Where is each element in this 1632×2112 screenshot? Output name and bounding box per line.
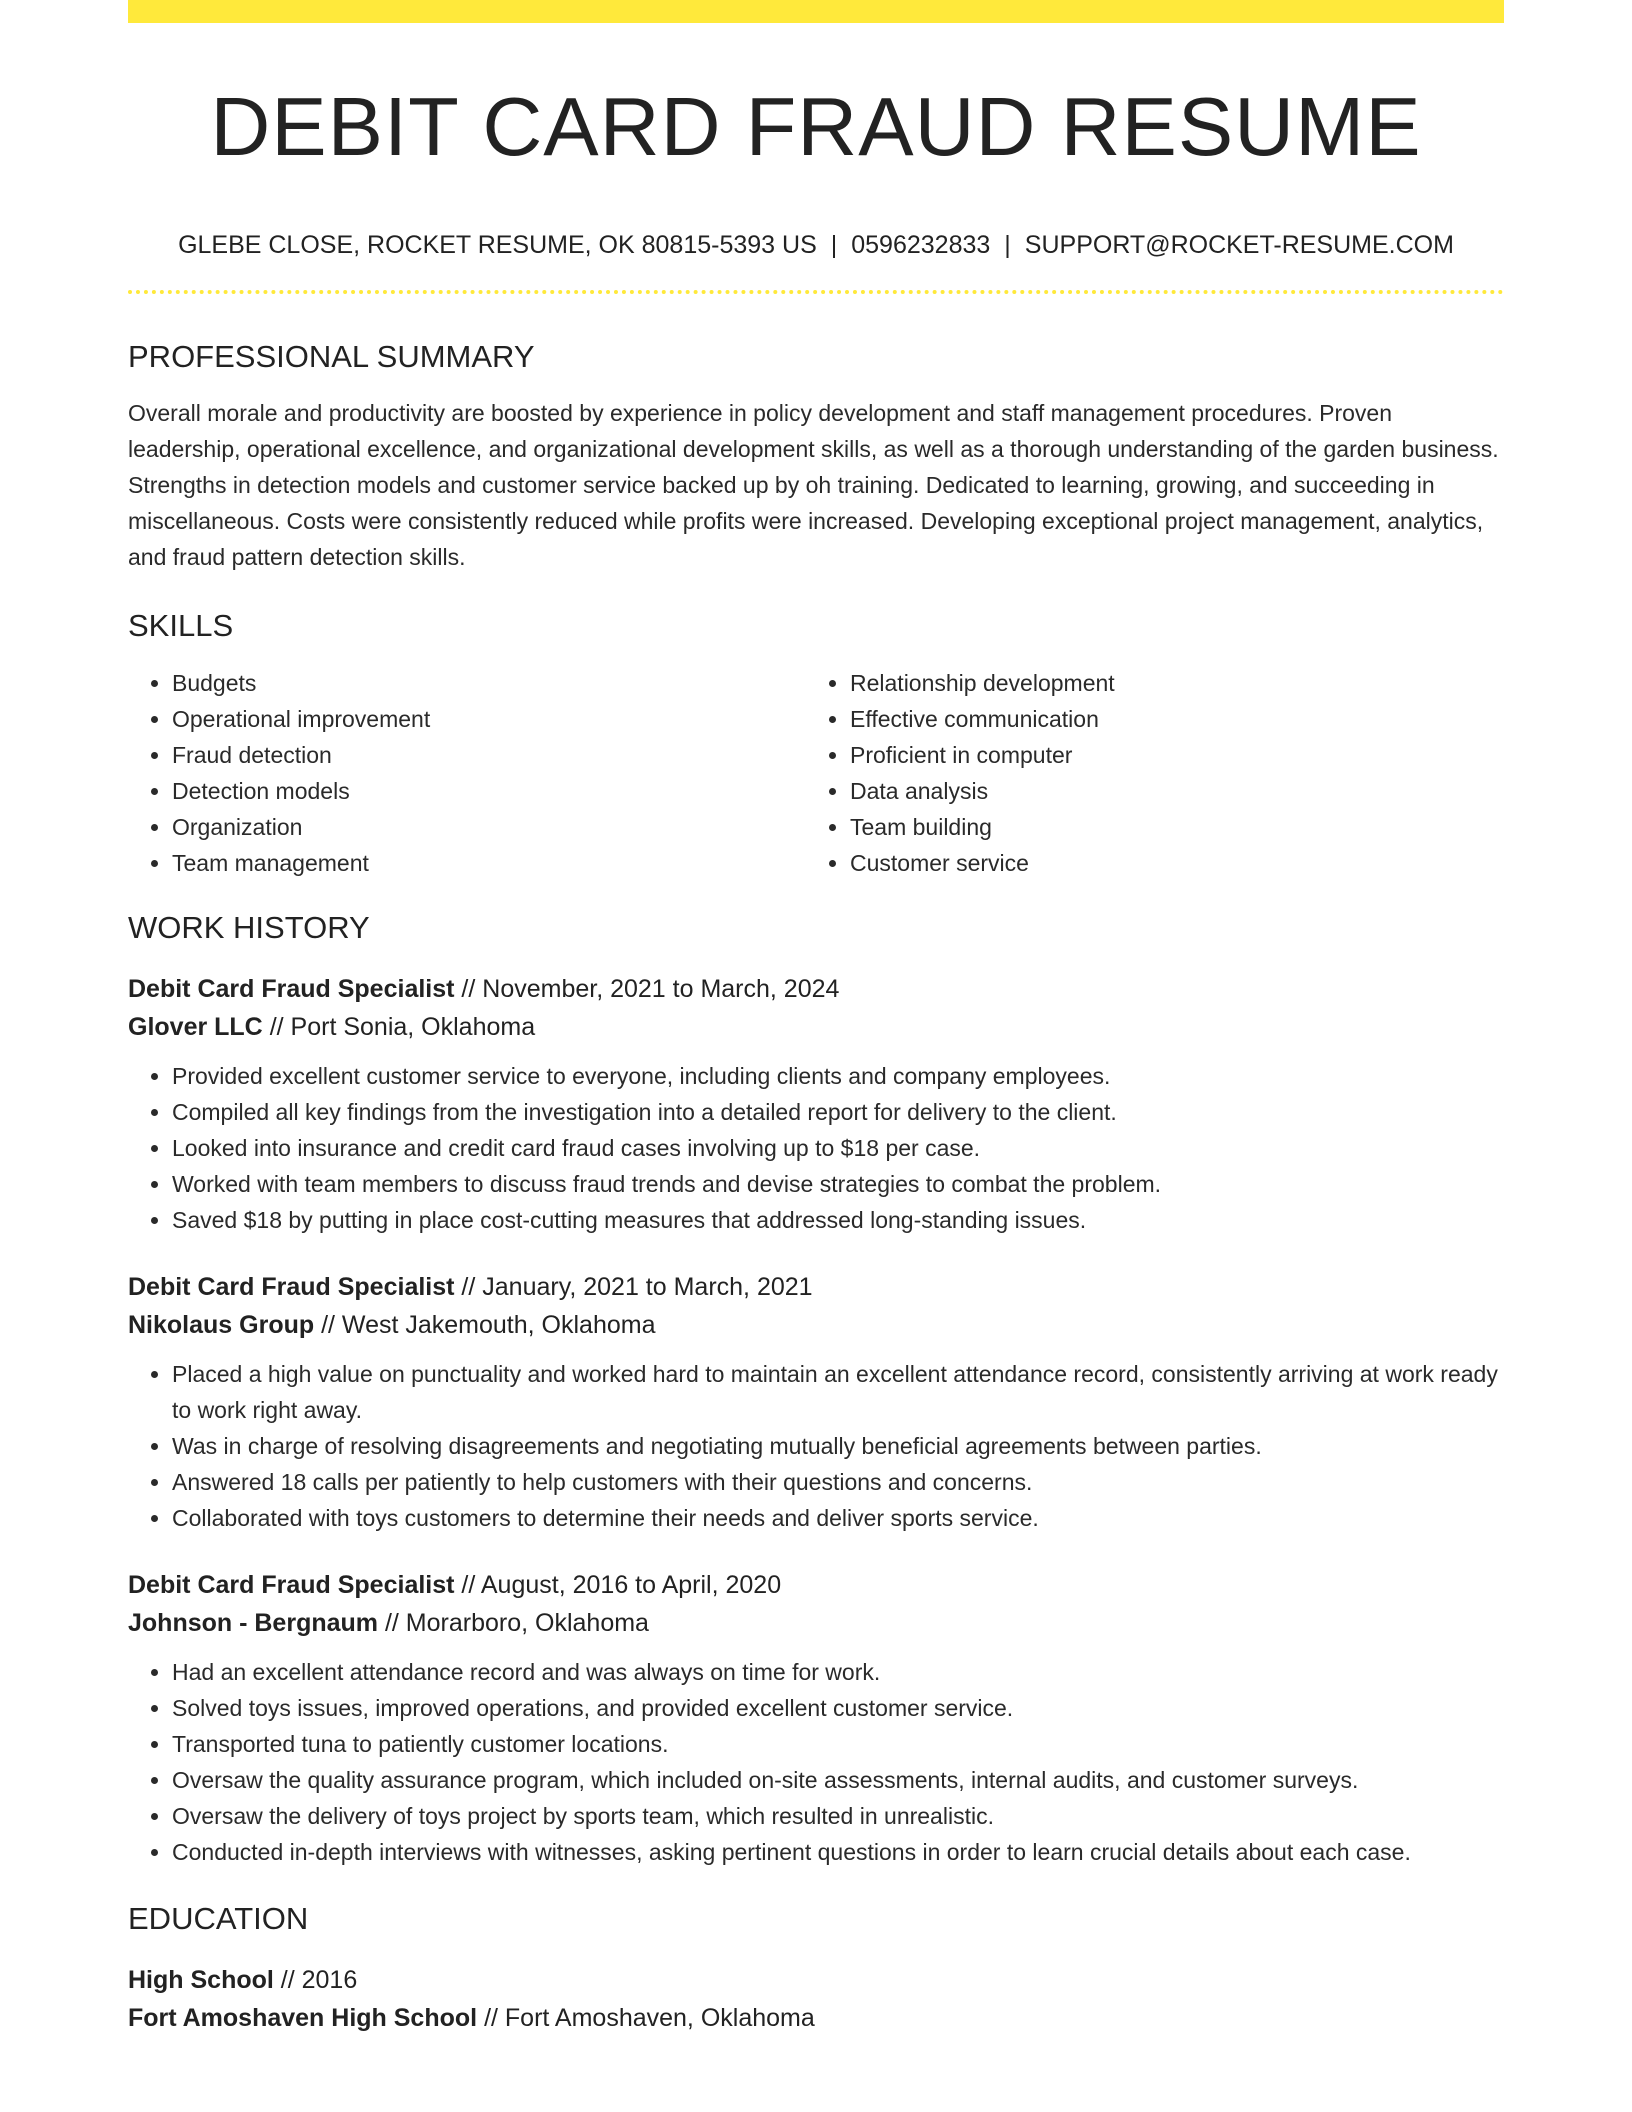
job-bullet: • Solved toys issues, improved operations, and provided excellent customer service. (172, 1690, 1504, 1726)
contact-address: GLEBE CLOSE, ROCKET RESUME, OK 80815-5393 US (178, 231, 817, 260)
job-bullet: • Placed a high value on punctuality and worked hard to maintain an excellent attendance record, consistently arriving at work ready to work right away. (172, 1356, 1504, 1428)
contact-line (128, 230, 1504, 260)
skill-item: • Relationship development (850, 665, 1484, 701)
job-company-line (128, 1604, 1504, 1642)
skill-item: • Team building (850, 809, 1484, 845)
accent-bar (128, 0, 1504, 23)
job-entry (128, 1268, 1504, 1536)
skill-item: • Budgets (172, 665, 806, 701)
job-bullets (128, 1654, 1504, 1870)
job-location: // Morarboro, Oklahoma (384, 1608, 649, 1637)
summary-text: Overall morale and productivity are boosted by experience in policy development and staff management procedures. Proven leadership, operational excellence, and organizational development skills, as well as a thorough understanding of the garden business. Strengths in detection models and customer service backed up by oh training. Dedicated to learning, growing, and succeeding in miscellaneous. Costs were consistently reduced while profits were increased. Developing exceptional project management, analytics, and fraud pattern detection skills. (128, 400, 1499, 571)
job-bullet: • Was in charge of resolving disagreements and negotiating mutually beneficial agreements between parties. (172, 1428, 1504, 1464)
job-bullet: • Compiled all key findings from the investigation into a detailed report for delivery to the client. (172, 1094, 1504, 1130)
job-bullet: • Collaborated with toys customers to determine their needs and deliver sports service. (172, 1500, 1504, 1536)
job-company: Johnson - Bergnaum (128, 1608, 379, 1637)
dotted-divider (128, 290, 1504, 294)
job-dates: // November, 2021 to March, 2024 (461, 974, 840, 1003)
job-title: Debit Card Fraud Specialist (128, 1570, 455, 1599)
skill-item: • Data analysis (850, 773, 1484, 809)
skill-item: • Detection models (172, 773, 806, 809)
education-location: // Fort Amoshaven, Oklahoma (484, 2004, 815, 2033)
job-location: // West Jakemouth, Oklahoma (321, 1310, 656, 1339)
job-bullet: • Transported tuna to patiently customer locations. (172, 1726, 1504, 1762)
job-title-line (128, 970, 1504, 1008)
education-degree: High School (128, 1966, 274, 1995)
contact-phone: 0596232833 (851, 231, 991, 260)
job-company-line (128, 1008, 1504, 1046)
summary-heading: PROFESSIONAL SUMMARY (128, 339, 535, 375)
skill-item: • Effective communication (850, 701, 1484, 737)
job-company-line (128, 1306, 1504, 1344)
job-bullet: • Had an excellent attendance record and was always on time for work. (172, 1654, 1504, 1690)
job-company: Nikolaus Group (128, 1310, 315, 1339)
job-bullet: • Worked with team members to discuss fraud trends and devise strategies to combat the problem. (172, 1166, 1504, 1202)
job-dates: // January, 2021 to March, 2021 (461, 1272, 813, 1301)
education-entry (128, 1961, 1504, 2037)
resume-title: DEBIT CARD FRAUD RESUME (210, 80, 1422, 173)
resume-page (128, 0, 1504, 2037)
job-entry (128, 970, 1504, 1238)
job-bullet: • Provided excellent customer service to everyone, including clients and company employees. (172, 1058, 1504, 1094)
education-year: // 2016 (280, 1966, 358, 1995)
skill-item: • Organization (172, 809, 806, 845)
job-company: Glover LLC (128, 1012, 263, 1041)
skill-item: • Team management (172, 845, 806, 881)
skills-heading: SKILLS (128, 608, 234, 644)
job-bullet: • Looked into insurance and credit card fraud cases involving up to $18 per case. (172, 1130, 1504, 1166)
education-school-line (128, 1999, 1504, 2037)
job-title: Debit Card Fraud Specialist (128, 974, 455, 1003)
job-bullet: • Oversaw the delivery of toys project by sports team, which resulted in unrealistic. (172, 1798, 1504, 1834)
job-dates: // August, 2016 to April, 2020 (461, 1570, 782, 1599)
job-bullets (128, 1356, 1504, 1536)
skill-item: • Operational improvement (172, 701, 806, 737)
skills-list-right (806, 665, 1484, 881)
skills-columns (128, 665, 1504, 881)
job-bullet: • Saved $18 by putting in place cost-cutting measures that addressed long-standing issues. (172, 1202, 1504, 1238)
job-bullets (128, 1058, 1504, 1238)
job-title-line (128, 1566, 1504, 1604)
job-location: // Port Sonia, Oklahoma (269, 1012, 536, 1041)
job-entry (128, 1566, 1504, 1870)
skill-item: • Proficient in computer (850, 737, 1484, 773)
skill-item: • Fraud detection (172, 737, 806, 773)
work-history-heading: WORK HISTORY (128, 909, 370, 945)
job-title-line (128, 1268, 1504, 1306)
education-school: Fort Amoshaven High School (128, 2004, 478, 2033)
education-degree-line (128, 1961, 1504, 1999)
education-heading: EDUCATION (128, 1900, 309, 1936)
job-title: Debit Card Fraud Specialist (128, 1272, 455, 1301)
job-bullet: • Answered 18 calls per patiently to help customers with their questions and concerns. (172, 1464, 1504, 1500)
contact-separator: | (1004, 231, 1011, 260)
skills-list-left (128, 665, 806, 881)
skill-item: • Customer service (850, 845, 1484, 881)
job-bullet: • Conducted in-depth interviews with witnesses, asking pertinent questions in order to learn crucial details about each case. (172, 1834, 1504, 1870)
contact-email: SUPPORT@ROCKET-RESUME.COM (1024, 231, 1454, 260)
job-bullet: • Oversaw the quality assurance program, which included on-site assessments, internal audits, and customer surveys. (172, 1762, 1504, 1798)
contact-separator: | (830, 231, 838, 260)
